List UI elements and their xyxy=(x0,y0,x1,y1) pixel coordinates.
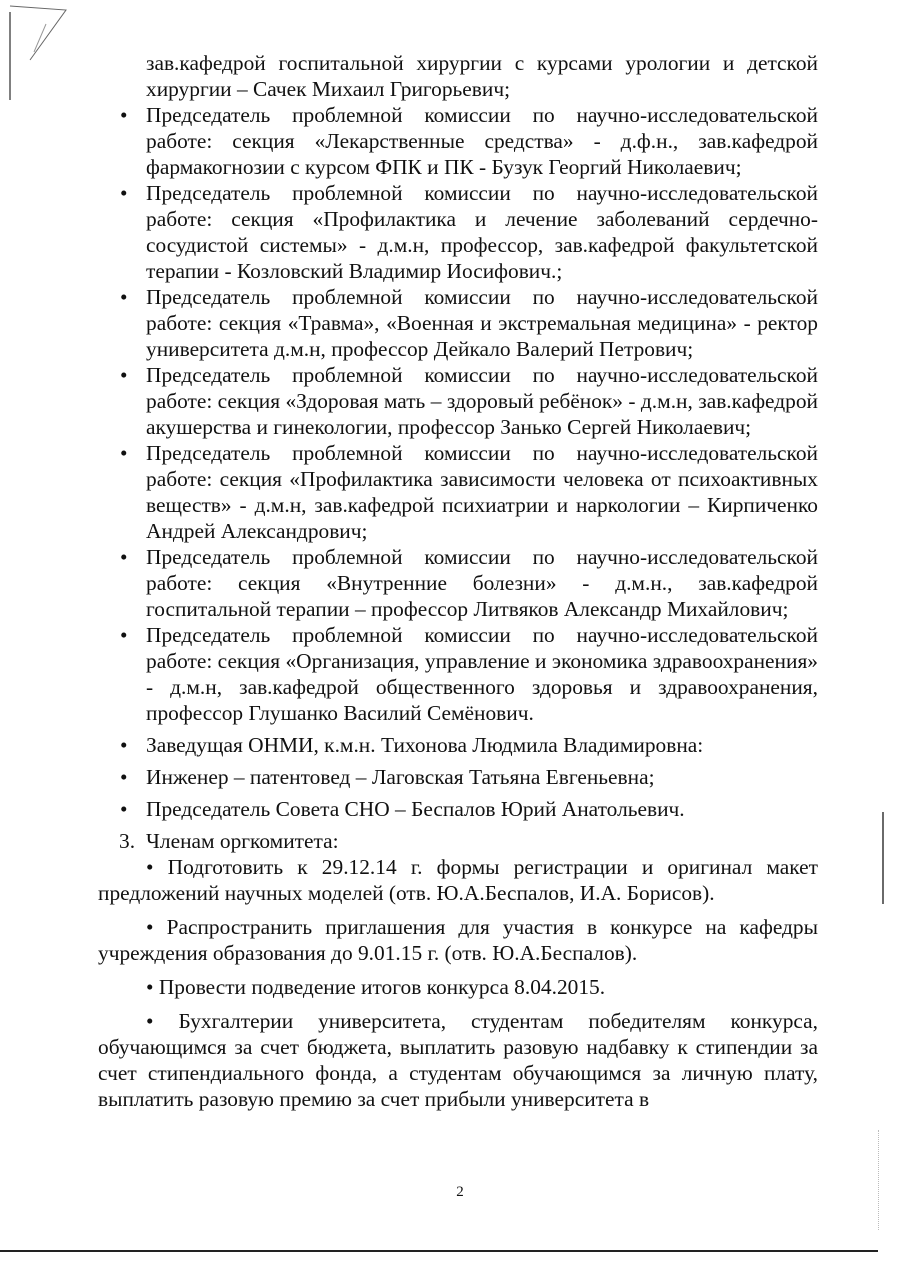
commission-chairs-list xyxy=(98,102,818,822)
bullet-icon: • xyxy=(120,545,128,569)
list-item-text: Председатель проблемной комиссии по научно-исследовательской работе: секция «Травма», «Военная и экстремальная медицина» - ректор университета д.м.н, профессор Дейкало Валерий Петрович; xyxy=(146,285,818,361)
list-item-text: Заведущая ОНМИ, к.м.н. Тихонова Людмила Владимировна: xyxy=(146,733,704,757)
bullet-icon: • xyxy=(120,363,128,387)
bullet-icon: • xyxy=(146,915,154,939)
list-item xyxy=(98,732,818,758)
bullet-icon: • xyxy=(120,285,128,309)
scan-corner-mark xyxy=(0,0,80,110)
bullet-icon: • xyxy=(120,623,128,647)
scan-artifact xyxy=(882,812,884,904)
task-text: Бухгалтерии университета, студентам победителям конкурса, обучающимся за счет бюджета, выплатить разовую надбавку к стипендии за счет стипендиального фонда, а студентам обучающимся за личную плату, выплатить разовую премию за счет прибыли университета в xyxy=(98,1009,818,1111)
list-item xyxy=(98,180,818,284)
numbered-item-3 xyxy=(98,828,818,854)
list-item-text: Председатель Совета СНО – Беспалов Юрий Анатольевич. xyxy=(146,797,685,821)
list-item xyxy=(98,796,818,822)
task-paragraph xyxy=(98,914,818,966)
bullet-icon: • xyxy=(120,797,128,821)
list-item-text: Председатель проблемной комиссии по научно-исследовательской работе: секция «Профилактика и лечение заболеваний сердечно-сосудистой системы» - д.м.н, профессор, зав.кафедрой факультетской терапии - Козловский Владимир Иосифович.; xyxy=(146,181,818,283)
footer-rule xyxy=(0,1250,878,1252)
item-number: 3. xyxy=(119,829,136,853)
intro-continuation: зав.кафедрой госпитальной хирургии с курсами урологии и детской хирургии – Сачек Михаил Григорьевич; xyxy=(146,51,818,101)
list-item xyxy=(98,440,818,544)
bullet-icon: • xyxy=(120,733,128,757)
bullet-icon: • xyxy=(146,975,154,999)
numbered-item-text: Членам оргкомитета: xyxy=(146,829,339,853)
page-number: 2 xyxy=(456,1184,464,1200)
list-item-text: Председатель проблемной комиссии по научно-исследовательской работе: секция «Организация, управление и экономика здравоохранения» - д.м.н, зав.кафедрой общественного здоровья и здравоохранения, профессор Глушанко Василий Семёнович. xyxy=(146,623,818,725)
bullet-icon: • xyxy=(146,855,154,879)
list-item xyxy=(98,544,818,622)
task-paragraph xyxy=(98,1008,818,1112)
list-item xyxy=(98,102,818,180)
task-text: Подготовить к 29.12.14 г. формы регистрации и оригинал макет предложений научных моделей (отв. Ю.А.Беспалов, И.А. Борисов). xyxy=(98,855,819,905)
list-item-text: Председатель проблемной комиссии по научно-исследовательской работе: секция «Лекарственные средства» - д.ф.н., зав.кафедрой фармакогнозии с курсом ФПК и ПК - Бузук Георгий Николаевич; xyxy=(146,103,818,179)
task-paragraph xyxy=(98,854,818,906)
list-item-text: Председатель проблемной комиссии по научно-исследовательской работе: секция «Профилактика зависимости человека от психоактивных веществ» - д.м.н, зав.кафедрой психиатрии и наркологии – Кирпиченко Андрей Александрович; xyxy=(146,441,818,543)
list-item xyxy=(98,284,818,362)
task-text: Провести подведение итогов конкурса 8.04.2015. xyxy=(158,975,606,999)
list-item xyxy=(98,362,818,440)
document-body xyxy=(98,50,818,1112)
list-item xyxy=(98,764,818,790)
list-item-text: Председатель проблемной комиссии по научно-исследовательской работе: секция «Здоровая мать – здоровый ребёнок» - д.м.н, зав.кафедрой акушерства и гинекологии, профессор Занько Сергей Николаевич; xyxy=(146,363,818,439)
bullet-icon: • xyxy=(120,103,128,127)
scan-artifact xyxy=(878,1130,880,1230)
task-paragraph xyxy=(98,974,818,1000)
list-item-text: Инженер – патентовед – Лаговская Татьяна Евгеньевна; xyxy=(146,765,655,789)
bullet-icon: • xyxy=(120,441,128,465)
task-text: Распространить приглашения для участия в конкурсе на кафедры учреждения образования до 9.01.15 г. (отв. Ю.А.Беспалов). xyxy=(98,915,818,965)
bullet-icon: • xyxy=(120,181,128,205)
list-item xyxy=(98,622,818,726)
list-item-text: Председатель проблемной комиссии по научно-исследовательской работе: секция «Внутренние болезни» - д.м.н., зав.кафедрой госпитальной терапии – профессор Литвяков Александр Михайлович; xyxy=(146,545,818,621)
bullet-icon: • xyxy=(120,765,128,789)
bullet-icon: • xyxy=(146,1009,154,1033)
